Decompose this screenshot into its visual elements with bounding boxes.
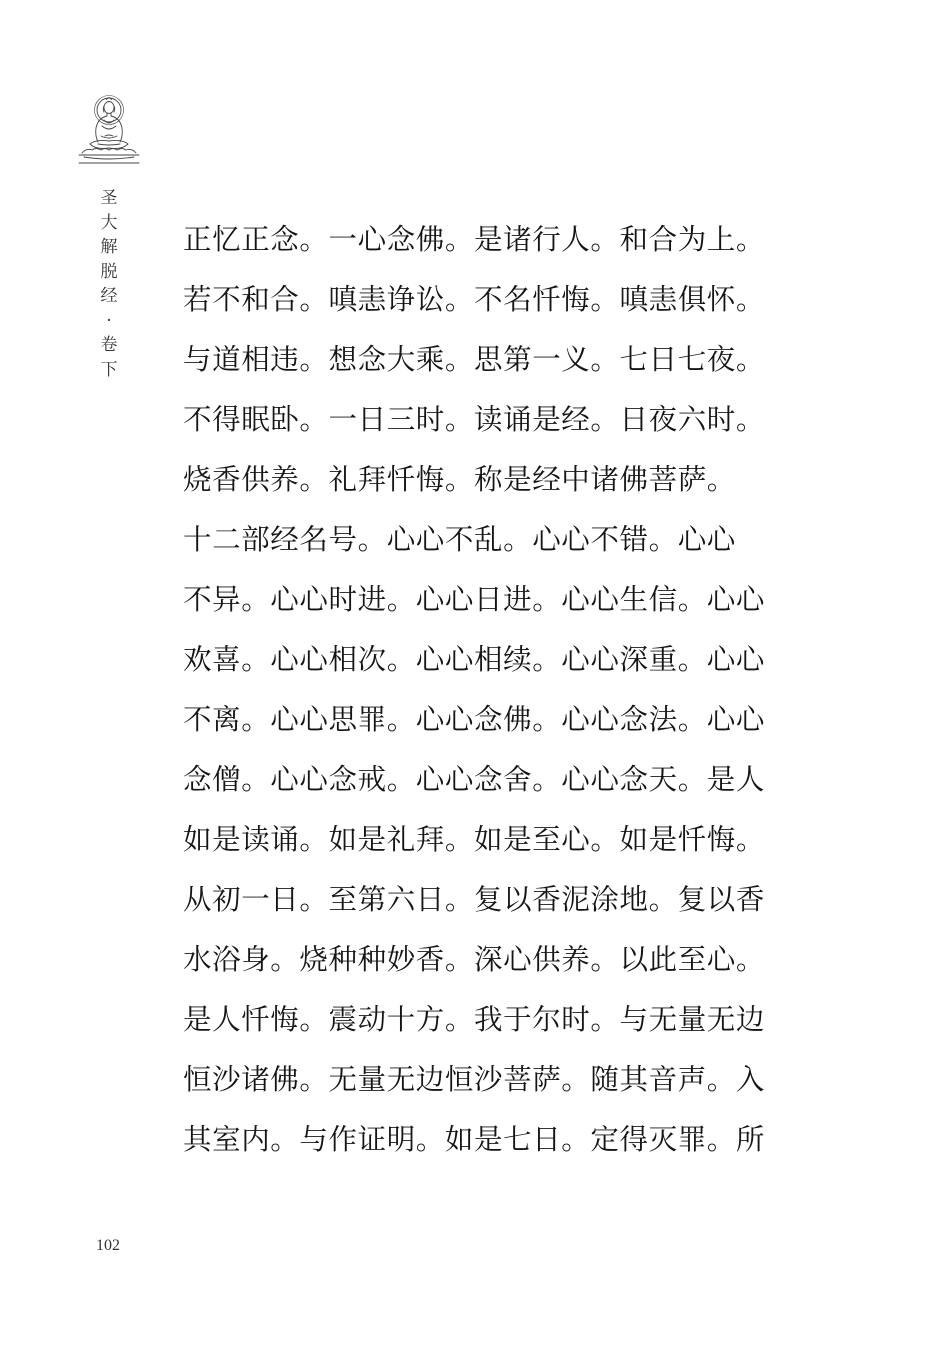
seated-buddha-icon: [76, 92, 142, 166]
running-title-char: 解: [100, 237, 118, 257]
text-line: 不得眠卧。一日三时。读诵是经。日夜六时。: [183, 403, 766, 436]
text-line: 正忆正念。一心念佛。是诸行人。和合为上。: [183, 223, 766, 256]
text-line: 不离。心心思罪。心心念佛。心心念法。心心: [183, 703, 766, 736]
text-line: 与道相违。想念大乘。思第一义。七日七夜。: [183, 343, 766, 376]
text-line: 烧香供养。礼拜忏悔。称是经中诸佛菩萨。: [183, 463, 736, 496]
page-number: 102: [96, 1237, 120, 1254]
text-line: 欢喜。心心相次。心心相续。心心深重。心心: [183, 643, 766, 676]
text-line: 其室内。与作证明。如是七日。定得灭罪。所: [183, 1123, 766, 1156]
text-line: 恒沙诸佛。无量无边恒沙菩萨。随其音声。入: [183, 1063, 766, 1096]
text-line: 水浴身。烧种种妙香。深心供养。以此至心。: [183, 943, 766, 976]
running-title-char: 圣: [100, 188, 118, 208]
text-line: 如是读诵。如是礼拜。如是至心。如是忏悔。: [183, 823, 766, 856]
text-line: 若不和合。嗔恚诤讼。不名忏悔。嗔恚俱怀。: [183, 283, 766, 316]
text-line: 不异。心心时进。心心日进。心心生信。心心: [183, 583, 766, 616]
running-title-char: 下: [100, 359, 118, 380]
running-title-char: ·: [106, 310, 112, 331]
scripture-text: [183, 212, 773, 1172]
text-line: 从初一日。至第六日。复以香泥涂地。复以香: [183, 883, 766, 916]
text-line: 是人忏悔。震动十方。我于尔时。与无量无边: [183, 1003, 766, 1036]
running-title-char: 经: [100, 286, 118, 306]
running-title: [96, 186, 122, 382]
running-title-char: 大: [100, 212, 118, 233]
running-title-char: 卷: [100, 335, 118, 355]
text-line: 十二部经名号。心心不乱。心心不错。心心: [183, 523, 736, 556]
running-title-char: 脱: [100, 261, 118, 282]
text-line: 念僧。心心念戒。心心念舍。心心念天。是人: [183, 763, 766, 796]
